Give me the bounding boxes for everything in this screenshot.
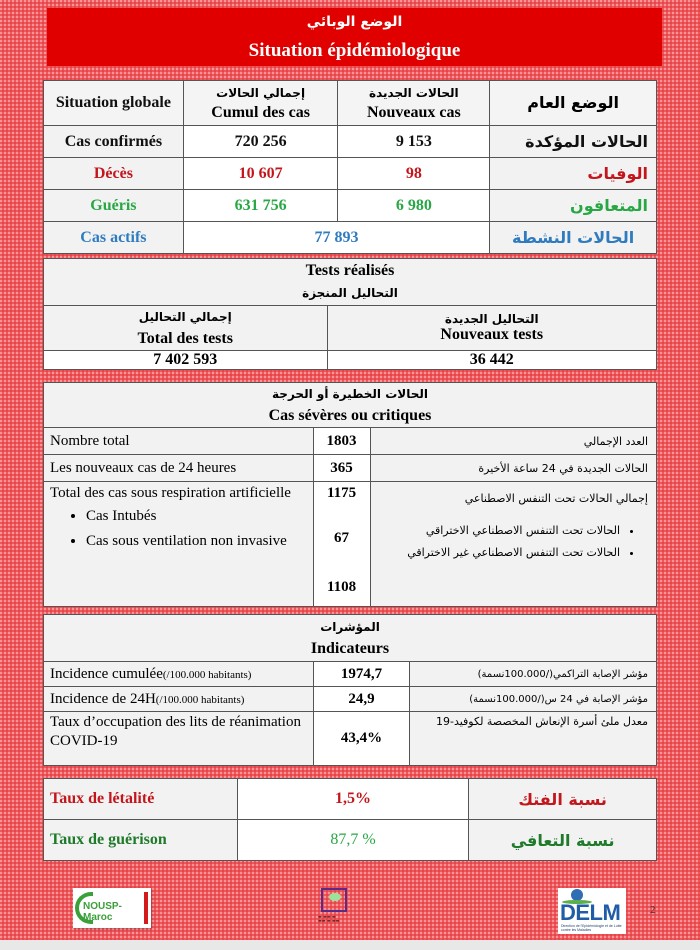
row-new: 6 980 — [338, 190, 490, 222]
list-item: • Cas sous ventilation non invasive — [86, 532, 313, 551]
tests-table — [43, 258, 657, 370]
severe-title-fr: Cas sévères ou critiques — [268, 407, 432, 424]
row-value: 1974,7 — [313, 662, 410, 687]
header-cumul-fr: Cumul des cas — [211, 104, 310, 121]
ventilation-label-fr — [44, 482, 314, 607]
tests-total-value: 7 402 593 — [44, 351, 328, 370]
recovery-label-fr: Taux de guérison — [44, 820, 238, 861]
list-item: • الحالات تحت التنفس الاصطناعي الاختراقي — [371, 520, 621, 542]
row-cumul: 10 607 — [183, 158, 338, 190]
delm-logo — [558, 888, 626, 934]
lethality-label-ar: نسبة الفتك — [469, 779, 657, 820]
indicator-name: Incidence cumulée — [50, 665, 163, 682]
severe-title — [44, 383, 657, 428]
row-label-fr: Cas confirmés — [44, 126, 184, 158]
row-label-fr: Guéris — [44, 190, 184, 222]
tests-new-value: 36 442 — [327, 351, 656, 370]
row-label-ar: الوفيات — [490, 158, 657, 190]
indicators-title — [44, 615, 657, 662]
recovery-row — [44, 820, 657, 861]
table-row — [44, 687, 657, 712]
banner-title-fr: Situation épidémiologique — [248, 40, 461, 61]
header-new — [338, 81, 490, 126]
ventilation-sublist-ar — [371, 520, 649, 564]
row-label-ar: الحالات الجديدة في 24 ساعة الأخيرة — [370, 455, 657, 482]
header-new-fr: Nouveaux cas — [366, 104, 461, 121]
list-item: • الحالات تحت التنفس الاصطناعي غير الاختراقي — [371, 542, 621, 564]
recovery-value: 87,7 % — [237, 820, 469, 861]
header-cumul — [183, 81, 338, 126]
row-label-ar: مؤشر الإصابة في 24 س(/100.000نسمة) — [410, 687, 657, 712]
indicators-title-row — [44, 615, 657, 662]
tests-total-header — [44, 306, 328, 351]
table-row — [44, 158, 657, 190]
tests-new-fr: Nouveaux tests — [440, 326, 544, 343]
row-label-ar: العدد الإجمالي — [370, 428, 657, 455]
active-value: 77 893 — [183, 222, 489, 254]
row-label-fr: Taux d’occupation des lits de réanimation COVID-19 — [44, 712, 314, 766]
ventilation-label-ar — [370, 482, 657, 607]
row-new: 98 — [338, 158, 490, 190]
table-row — [44, 662, 657, 687]
nousp-bar-icon — [144, 892, 148, 924]
lethality-label-fr: Taux de létalité — [44, 779, 238, 820]
banner-title-ar: الوضع الوبائي — [306, 14, 403, 30]
row-label-fr — [44, 662, 314, 687]
table-row — [44, 190, 657, 222]
row-label-ar: الحالات المؤكدة — [490, 126, 657, 158]
non-invasive-value: 1108 — [326, 579, 357, 595]
severe-title-ar: الحالات الخطيرة أو الحرجة — [272, 387, 428, 401]
intubated-value: 67 — [334, 530, 350, 546]
indicators-title-ar: المؤشرات — [320, 620, 380, 634]
header-cumul-ar: إجمالي الحالات — [216, 86, 306, 100]
lethality-value: 1,5% — [237, 779, 469, 820]
ventilation-values — [313, 482, 370, 607]
row-value: 365 — [313, 455, 370, 482]
ventilation-total-ar: إجمالي الحالات تحت التنفس الاصطناعي — [464, 492, 648, 505]
active-label-fr: Cas actifs — [44, 222, 184, 254]
severe-title-row — [44, 383, 657, 428]
rates-table — [43, 778, 657, 861]
title-banner — [47, 8, 662, 66]
table-row — [44, 126, 657, 158]
row-label-ar: المتعافون — [490, 190, 657, 222]
row-label-ar: معدل ملئ أسرة الإنعاش المخصصة لكوفيد-19 — [410, 712, 657, 766]
row-label-fr — [44, 687, 314, 712]
row-label-fr: Les nouveaux cas de 24 heures — [44, 455, 314, 482]
global-situation-table — [43, 80, 657, 254]
row-new: 9 153 — [338, 126, 490, 158]
list-item: • Cas Intubés — [86, 507, 313, 526]
recovery-label-ar: نسبة التعافي — [469, 820, 657, 861]
tests-title-ar: التحاليل المنجزة — [302, 286, 398, 300]
row-cumul: 631 756 — [183, 190, 338, 222]
tests-title-fr: Tests réalisés — [305, 262, 395, 279]
row-label-fr: Décès — [44, 158, 184, 190]
ventilation-row — [44, 482, 657, 607]
page-bottom-edge — [0, 940, 700, 950]
nousp-logo-text: NOUSP-Maroc — [83, 901, 122, 923]
indicators-table — [43, 614, 657, 766]
tests-total-fr: Total des tests — [137, 330, 233, 347]
table-header-row — [44, 81, 657, 126]
ventilation-sublist-fr — [50, 507, 313, 551]
table-row — [44, 712, 657, 766]
tests-title-row — [44, 259, 657, 306]
indicator-name: Incidence de 24H — [50, 690, 156, 707]
indicators-title-fr: Indicateurs — [310, 640, 390, 657]
header-new-ar: الحالات الجديدة — [368, 86, 459, 100]
indicator-unit: (/100.000 habitants) — [162, 668, 252, 681]
indicator-unit: (/100.000 habitants) — [155, 693, 245, 706]
header-fr-label: Situation globale — [44, 81, 184, 126]
tests-new-header — [327, 306, 656, 351]
ventilation-total-fr: Total des cas sous respiration artificielle — [50, 485, 291, 501]
row-value: 24,9 — [313, 687, 410, 712]
row-value: 43,4% — [313, 712, 410, 766]
nousp-logo — [73, 888, 151, 928]
page-number: 2 — [650, 904, 656, 916]
row-cumul: 720 256 — [183, 126, 338, 158]
ministry-logo — [321, 888, 347, 912]
tests-new-ar: التحاليل الجديدة — [444, 312, 539, 326]
active-cases-row — [44, 222, 657, 254]
tests-title — [44, 259, 657, 306]
severe-cases-table — [43, 382, 657, 607]
row-label-ar: مؤشر الإصابة التراكمي(/100.000نسمة) — [410, 662, 657, 687]
lethality-row — [44, 779, 657, 820]
header-ar-label: الوضع العام — [490, 81, 657, 126]
row-label-fr: Nombre total — [44, 428, 314, 455]
delm-logo-subtitle: Direction de l'Epidémiologie et de Lutte contre les Maladies — [561, 924, 622, 932]
tests-total-ar: إجمالي التحاليل — [138, 310, 232, 324]
ministry-emblem-icon — [329, 893, 341, 901]
table-row — [44, 428, 657, 455]
row-value: 1803 — [313, 428, 370, 455]
tests-value-row — [44, 351, 657, 370]
ministry-logo-caption: ▬ ▬▬ ▬ ▬▬ ▬ ▬▬ — [318, 914, 340, 923]
table-row — [44, 455, 657, 482]
delm-logo-text: DELM — [560, 900, 621, 925]
tests-header-row — [44, 306, 657, 351]
ventilation-total-value: 1175 — [326, 485, 357, 501]
active-label-ar: الحالات النشطة — [490, 222, 657, 254]
